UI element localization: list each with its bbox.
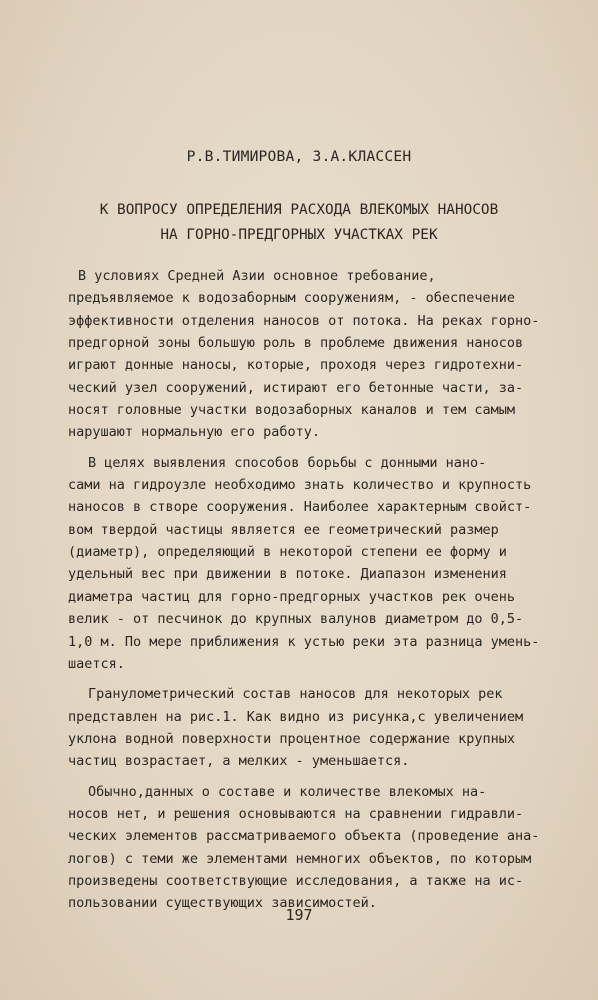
- text-line: вом твердой частицы является ее геометрический размер: [68, 521, 499, 538]
- text-line: носят головные участки водозаборных каналов и тем самым: [68, 402, 516, 419]
- text-line: сами на гидроузле необходимо знать количество и крупность: [68, 477, 532, 494]
- text-line: Обычно,данных о составе и количестве влекомых на-: [88, 783, 487, 800]
- text-line: пользовании существующих зависимостей.: [68, 895, 377, 912]
- text-line: диаметра частиц для горно-предгорных участков рек очень: [68, 588, 516, 605]
- text-line: удельный вес при движении в потоке. Диапазон изменения: [68, 566, 507, 583]
- text-line: носов нет, и решения основываются на сравнении гидравли-: [68, 805, 524, 822]
- paragraph-1: [68, 265, 540, 444]
- text-line: В целях выявления способов борьбы с донными нано-: [88, 454, 487, 471]
- article-body: [68, 265, 540, 923]
- text-line: предгорной зоны большую роль в проблеме движения наносов: [68, 335, 524, 352]
- text-line: Гранулометрический состав наносов для некоторых рек: [88, 686, 503, 703]
- page-number: 197: [285, 906, 313, 924]
- paragraph-4: [68, 781, 540, 915]
- text-line: эффективности отделения наносов от потока. На реках горно-: [68, 312, 540, 329]
- text-line: произведены соответствующие исследования, а также на ис-: [68, 872, 524, 889]
- text-line: 1,0 м. По мере приближения к устью реки эта разница умень-: [68, 633, 540, 650]
- text-line: нарушают нормальную его работу.: [68, 424, 320, 441]
- text-line: ческих элементов рассматриваемого объекта (проведение ана-: [68, 828, 540, 845]
- title-line: К ВОПРОСУ ОПРЕДЕЛЕНИЯ РАСХОДА ВЛЕКОМЫХ НАНОСОВ: [99, 202, 499, 218]
- text-line: предъявляемое к водозаборным сооружениям, - обеспечение: [68, 290, 516, 307]
- text-line: уклона водной поверхности процентное содержание крупных: [68, 730, 516, 747]
- text-line: В условиях Средней Азии основное требование,: [78, 268, 436, 284]
- text-line: представлен на рис.1. Как видно из рисунка,с увеличением: [68, 708, 524, 725]
- text-line: логов) с теми же элементами немногих объектов, по которым: [68, 850, 532, 867]
- authors: Р.В.ТИМИРОВА, З.А.КЛАССЕН: [186, 148, 412, 165]
- text-line: наносов в створе сооружения. Наиболее характерным свойст-: [68, 499, 532, 516]
- text-line: велик - от песчинок до крупных валунов диаметром до 0,5-: [68, 611, 524, 628]
- text-line: играют донные наносы, которые, проходя через гидротехни-: [68, 357, 524, 374]
- text-line: частиц возрастает, а мелких - уменьшается.: [68, 753, 410, 770]
- article-title: [0, 198, 598, 248]
- text-line: ческий узел сооружений, истирают его бетонные части, за-: [68, 379, 524, 396]
- text-line: (диаметр), определяющий в некоторой степени ее форму и: [68, 544, 507, 561]
- paragraph-3: [68, 683, 524, 772]
- paragraph-2: [68, 452, 540, 675]
- title-line: НА ГОРНО-ПРЕДГОРНЫХ УЧАСТКАХ РЕК: [160, 227, 438, 243]
- text-line: шается.: [68, 655, 125, 672]
